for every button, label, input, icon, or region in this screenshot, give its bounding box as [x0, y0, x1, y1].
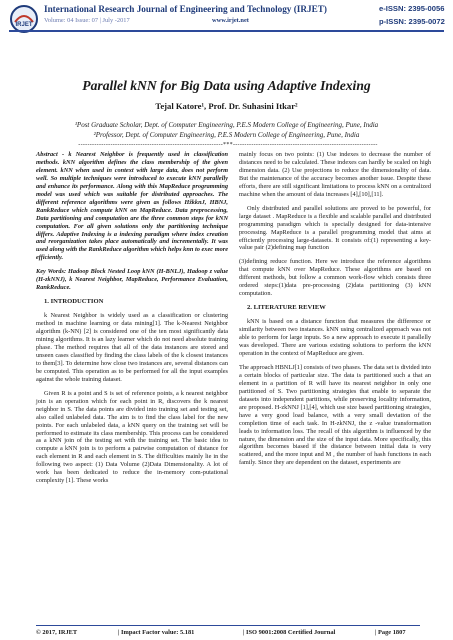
p-issn: p-ISSN: 2395-0072	[379, 17, 445, 26]
journal-website[interactable]: www.irjet.net	[212, 17, 249, 24]
paper-title: Parallel kNN for Big Data using Adaptive Indexing	[82, 78, 371, 93]
paper-authors: Tejal Katore¹, Prof. Dr. Suhasini Itkar²	[155, 101, 298, 111]
journal-volume: Volume: 04 Issue: 07 | July -2017	[44, 17, 130, 24]
journal-header	[0, 0, 453, 40]
affiliation-2: ²Professor, Dept. of Computer Engineering, P.E.S Modern College of Engineering, Pune, India	[93, 131, 360, 139]
section-heading-introduction: 1. INTRODUCTION	[44, 298, 104, 306]
keywords: Key Words: Hadoop Block Nested Loop kNN (H-BNLJ), Hadoop z value (H-zkNNJ), k Nearest Neighbor, MapReduce, Performance Evaluation, RankReduce.	[36, 268, 228, 292]
section-separator: ---------------------------------------------------------------***---------------------------------------------------------------	[78, 142, 378, 148]
e-issn: e-ISSN: 2395-0056	[379, 4, 445, 13]
right-column	[239, 151, 431, 473]
abstract: Abstract - k Nearest Neighbor is frequently used in classification methods. kNN algorithm defines the class membership of the given element. kNN when used in context with large data, does not perform well. So multiple techniques were introduced to execute kNN parallelly and enhance its performance. Along with this MapReduce programming model was used which was suitable for distributed approaches. The different reference algorithms were given as follows HžkknJ, HBNJ, RankReduce which compute kNN on MapReduce. Data preprocessing, Data partitioning and computation are the three common steps for kNN computation. For all given solutions only the partitioning technique differs. Adaptive Indexing is a indexing paradigm where index creation and reorganization takes place automatically and incrementally. It was used along with the RankReduce algorithm which helps knn to exec more efficiently.	[36, 151, 228, 262]
left-column	[36, 151, 228, 491]
journal-name: International Research Journal of Engineering and Technology (IRJET)	[44, 4, 327, 14]
footer-copyright: © 2017, IRJET	[36, 629, 78, 636]
footer-rule	[36, 625, 420, 626]
paragraph: k Nearest Neighbor is widely used as a classification or clustering method in machine learning or data mining[1]. The k-Nearest Neighbor algorithm (k-NN) [2] is considered one of the ten most significantly data mining algorithms. It is an lazy learner which do not need absolute training phase. The method requires that all of the data instances are stored and unseen cases classified by finding the class labels of the k closest instances to them[3]. To determine how close two instances are, several distances can be computed. This operation as to be performed for all the input examples against the whole training dataset.	[36, 312, 228, 383]
paragraph: Given R is a point and S is set of reference points, a k nearest neighbor join is an operation which for each point in R, discovers the k nearest neighbor in S. The data points are divided into training set and testing set, also called unlabeled data. The aim is to find the class label for the new points. For each unlabeled data, a kNN query on the training set will be performed to estimate its class membership. This process can be considered as a kNN join of the testing set with the training set. The basic idea to compute a kNN join is to perform a pairwise computation of distance for each element in R and each element in S. The difficulties mainly lie in the following two aspect: (1) Data Volume (2)Data Dimensionality. A lot of work has been dedicated to reduce the in-memory com-putational complexity [1]. These works	[36, 389, 228, 485]
paragraph: (3)defining reduce function. Here we introduce the reference algorithms that compute kNN over MapReduce. These algorithms are based on different methods, but follow a common work-flow which consists three ordered steps:(1)data pre-processing (2)data partitioning (3) kNN computation.	[239, 258, 431, 298]
footer-page-number: | Page 1807	[375, 629, 406, 636]
paragraph: Only distributed and parallel solutions are proved to be powerful, for large dataset . MapReduce is a flexible and scalable parallel and distributed programming paradigm which is specially designed for data-intensive processing. MapReduce is a parallel programming model that aims at efficiently processing large-datasets. It consists of:(1) representing a key-value pair (2)defining map function	[239, 204, 431, 252]
header-rule	[9, 30, 444, 32]
footer-impact-factor: | Impact Factor value: 5.181	[118, 629, 195, 636]
paragraph: The approach HBNLJ[1] consists of two phases. The data set is divided into a certain blocks of particular size. The data is partitioned such a that an element in a partition of R will have its nearest neighbor in only one partitioned of S. Two partitioning strategies that enable to separate the datasets into independent partitions, while preserving locality information, are proposed. H-zkNNJ [1],[4], which use size based partitioning strategies, have a very good load balance, with a very small deviation of the completion time of each task. In H-zkNNJ, the z -value transformation leads to information loss. The recall of this algorithm is influenced by the nature, the dimension and the size of the input data. More specifically, this algorithm becomes biased if the distance between initial data is very scattered, and the more input and M , the number of hash functions in each family. Since they are dependent on the dataset, experiments are	[239, 363, 431, 467]
footer-iso: | ISO 9001:2008 Certified Journal	[243, 629, 336, 636]
affiliation-1: ¹Post Graduate Scholar, Dept. of Computer Engineering, P.E.S Modern College of Engineering, Pune, India	[74, 121, 379, 129]
paragraph: kNN is based on a distance function that measures the difference or similarity between two instances. kNN using centralized approach was not able to perform for large inputs. So a new approach to execute it parallelly was developed. There are various existing solutions to perform the kNN operation in the context of MapReduce are given.	[239, 318, 431, 357]
paragraph: mainly focus on two points: (1) Use indexes to decrease the number of distances need to be calculated. These indexes can hardly be scaled on high dimension data. (2) Use projections to reduce the dimensionality of data. But the maintenance of the accuracy becomes another issue. Despite these efforts, there are still significant limitations to process kNN on a centralized machine when the amount of data increases [4],[10],[11].	[239, 151, 431, 198]
section-heading-literature-review: 2. LITERATURE REVIEW	[247, 304, 326, 312]
svg-text:IRJET: IRJET	[15, 22, 33, 28]
